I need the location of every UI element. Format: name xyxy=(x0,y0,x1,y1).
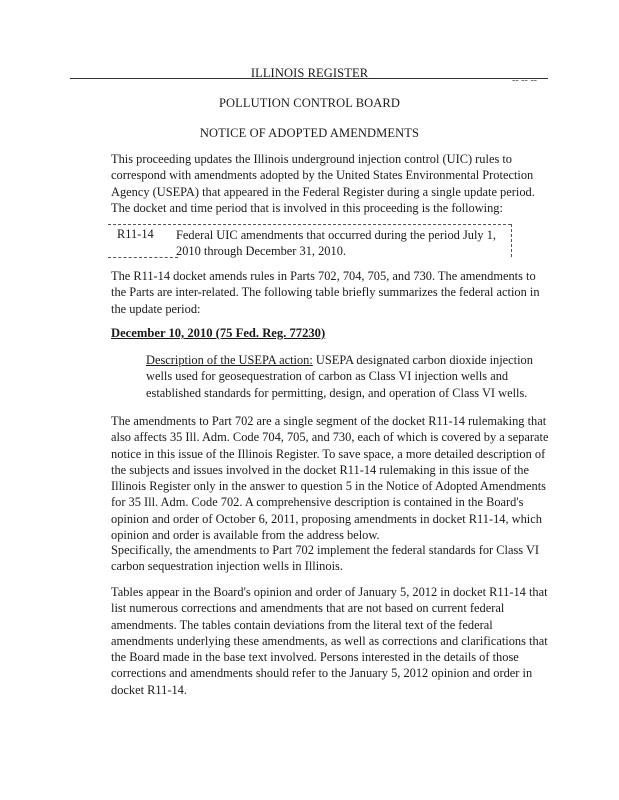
text-line: The R11-14 docket amends rules in Parts 702, 704, 705, and 730. The amendments to xyxy=(111,269,536,283)
action-label: Description of the USEPA action: xyxy=(146,353,313,367)
text-line: opinion and order is available from the address below. xyxy=(111,528,380,543)
text-line: docket R11-14. xyxy=(111,682,187,697)
text-line: Agency (USEPA) that appeared in the Federal Register during a single update period. xyxy=(111,184,535,199)
board-title: POLLUTION CONTROL BOARD xyxy=(219,96,400,110)
text-line: 2010 through December 31, 2010. xyxy=(176,244,346,258)
text-line: the update period: xyxy=(111,301,201,316)
action-first-line: USEPA designated carbon dioxide injection xyxy=(312,353,533,367)
text-line: This proceeding updates the Illinois underground injection control (UIC) rules to xyxy=(111,152,513,166)
header-rule xyxy=(70,78,548,79)
text-line: established standards for permitting, design, and operation of Class VI wells. xyxy=(146,385,528,400)
text-line: notice in this issue of the Illinois Register. To save space, a more detailed description of xyxy=(111,446,546,461)
box-border-right xyxy=(511,224,512,257)
text-line: Tables appear in the Board's opinion and order of January 5, 2012 in docket R11-14 that xyxy=(111,585,548,599)
text-line: The docket and time period that is involved in this proceeding is the following: xyxy=(111,200,503,215)
amends-paragraph xyxy=(111,268,540,317)
box-border-top xyxy=(108,224,511,225)
text-line: Federal UIC amendments that occurred during the period July 1, xyxy=(176,228,497,242)
specifically-paragraph xyxy=(111,542,540,575)
text-line: for 35 Ill. Adm. Code 702. A comprehensive description is contained in the Board's xyxy=(111,495,524,510)
intro-paragraph xyxy=(111,151,535,216)
text-line: Specifically, the amendments to Part 702 implement the federal standards for Class VI xyxy=(111,543,540,557)
text-line xyxy=(146,352,533,368)
header-rule-tail: -- -- -- xyxy=(512,75,537,86)
part702-paragraph xyxy=(111,413,549,543)
text-line: Illinois Register only in the answer to question 5 in the Notice of Adopted Amendments xyxy=(111,479,546,494)
register-title: ILLINOIS REGISTER xyxy=(250,66,369,80)
docket-box xyxy=(108,224,511,257)
text-line: the Board made in the base text involved. Persons interested in the details of those xyxy=(111,650,519,665)
text-line: wells used for geosequestration of carbon as Class VI injection wells and xyxy=(146,369,509,384)
box-border-bottom xyxy=(108,257,178,258)
text-line: the subjects and issues involved in the docket R11-14 rulemaking in this issue of the xyxy=(111,462,530,477)
text-line: The amendments to Part 702 are a single segment of the docket R11-14 rulemaking that xyxy=(111,414,547,428)
docket-description xyxy=(176,227,496,259)
docket-id: R11-14 xyxy=(117,227,154,241)
text-line: the Parts are inter-related. The following table briefly summarizes the federal action in xyxy=(111,285,540,300)
text-line: list numerous corrections and amendments that are not based on current federal xyxy=(111,601,505,616)
text-line: correspond with amendments adopted by the United States Environmental Protection xyxy=(111,168,534,183)
text-line: amendments underlying these amendments, as well as corrections and clarifications that xyxy=(111,633,548,648)
text-line: amendments. The tables contain deviations from the literal text of the federal xyxy=(111,617,493,632)
action-description xyxy=(146,352,533,401)
notice-title: NOTICE OF ADOPTED AMENDMENTS xyxy=(199,126,420,140)
text-line: opinion and order of October 6, 2011, proposing amendments in docket R11-14, which xyxy=(111,511,542,526)
text-line: corrections and amendments should refer to the January 5, 2012 opinion and order in xyxy=(111,666,533,681)
tables-paragraph xyxy=(111,584,548,698)
text-line: also affects 35 Ill. Adm. Code 704, 705, and 730, each of which is covered by a separate xyxy=(111,430,549,445)
text-line: carbon sequestration injection wells in Illinois. xyxy=(111,559,343,574)
action-heading: December 10, 2010 (75 Fed. Reg. 77230) xyxy=(111,326,326,340)
